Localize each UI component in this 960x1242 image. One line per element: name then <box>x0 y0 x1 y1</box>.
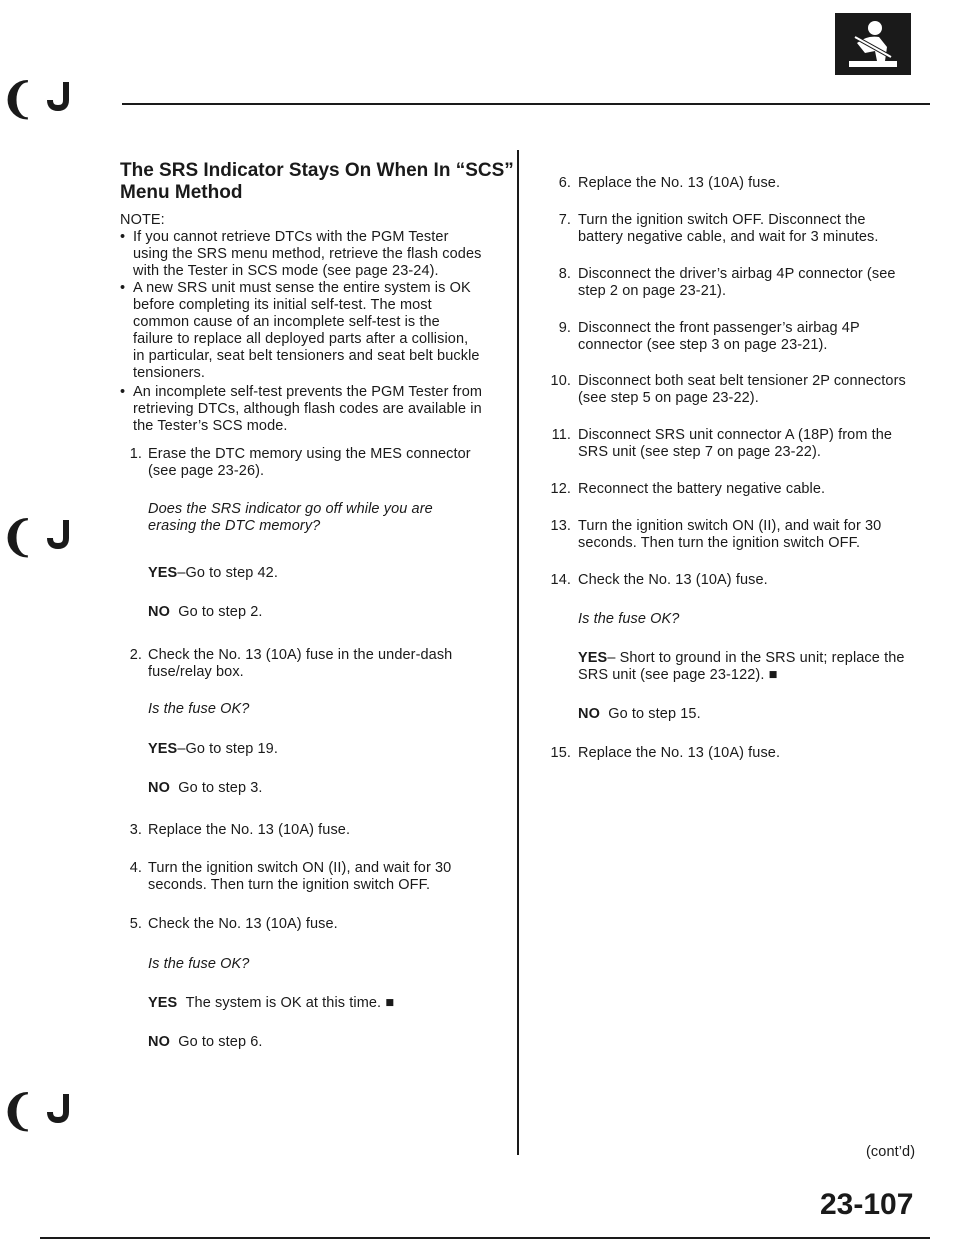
bullet: • <box>120 229 126 245</box>
yes-text-2: SRS unit (see page 23-122). <box>578 667 765 683</box>
step-number: 5. <box>129 916 142 932</box>
step-1-text <box>148 446 471 480</box>
step-number: 13. <box>550 518 571 534</box>
text-line: connector (see step 3 on page 23-21). <box>578 337 828 353</box>
text-line: Turn the ignition switch OFF. Disconnect the <box>578 212 866 228</box>
text-line: with the Tester in SCS mode (see page 23-24). <box>133 263 439 279</box>
step-4-text <box>148 860 451 894</box>
step-11-text <box>578 427 892 461</box>
step-14-yes <box>578 650 905 684</box>
page-number: 23-107 <box>820 1188 914 1221</box>
step-5-question: Is the fuse OK? <box>148 956 250 972</box>
footer-rule <box>40 1237 930 1239</box>
step-number: 15. <box>550 745 571 761</box>
yes-text: –Go to step 42. <box>177 565 278 581</box>
step-2-text <box>148 647 452 681</box>
step-5-text: Check the No. 13 (10A) fuse. <box>148 916 338 932</box>
text-line: fuse/relay box. <box>148 664 244 680</box>
text-line: Disconnect both seat belt tensioner 2P connectors <box>578 373 906 389</box>
text-line: An incomplete self-test prevents the PGM Tester from <box>133 384 483 400</box>
bullet: • <box>120 280 126 296</box>
hook-mark <box>44 78 72 112</box>
step-15-text: Replace the No. 13 (10A) fuse. <box>578 745 781 761</box>
text-line: Turn the ignition switch ON (II), and wait for 30 <box>148 860 452 876</box>
text-line: the Tester’s SCS mode. <box>133 418 288 434</box>
seat-belt-icon <box>835 13 911 75</box>
hook-mark <box>44 1090 72 1124</box>
end-mark-icon: ■ <box>385 995 395 1011</box>
text-line: failure to replace all deployed parts after a collision, <box>133 331 469 347</box>
text-line: (see page 23-26). <box>148 463 265 479</box>
step-number: 12. <box>550 481 571 497</box>
page-tab-mark: ❨ <box>0 513 36 560</box>
no-label: NO <box>148 780 170 796</box>
text-line: SRS unit (see step 7 on page 23-22). <box>578 444 821 460</box>
step-number: 10. <box>550 373 571 389</box>
text-line: step 2 on page 23-21). <box>578 283 727 299</box>
note-bullet-1 <box>133 229 513 280</box>
text-line: (see step 5 on page 23-22). <box>578 390 759 406</box>
step-10-text <box>578 373 906 407</box>
title-line-2: Menu Method <box>120 182 243 203</box>
step-14-text: Check the No. 13 (10A) fuse. <box>578 572 768 588</box>
text-line: Erase the DTC memory using the MES connector <box>148 446 471 462</box>
step-8-text <box>578 266 896 300</box>
step-number: 9. <box>558 320 571 336</box>
no-text: Go to step 2. <box>178 604 263 620</box>
text-line: tensioners. <box>133 365 206 381</box>
bullet: • <box>120 384 126 400</box>
step-2-question: Is the fuse OK? <box>148 701 250 717</box>
section-title <box>120 160 514 204</box>
title-line-1: The SRS Indicator Stays On When In “SCS” <box>120 160 514 181</box>
yes-label: YES <box>148 565 178 581</box>
page-tab-mark: ❨ <box>0 1087 36 1134</box>
step-number: 2. <box>129 647 142 663</box>
step-number: 6. <box>558 175 571 191</box>
note-label: NOTE: <box>120 212 165 228</box>
step-number: 4. <box>129 860 142 876</box>
column-divider <box>517 150 519 1155</box>
no-text: Go to step 15. <box>608 706 701 722</box>
step-number: 11. <box>551 427 571 443</box>
step-number: 14. <box>550 572 571 588</box>
text-line: using the SRS menu method, retrieve the flash codes <box>133 246 482 262</box>
step-13-text <box>578 518 881 552</box>
page-tab-mark: ❨ <box>0 75 36 122</box>
step-2-yes <box>148 741 278 758</box>
yes-label: YES <box>578 650 608 666</box>
step-7-text <box>578 212 879 246</box>
step-number: 8. <box>558 266 571 282</box>
yes-label: YES <box>148 741 178 757</box>
step-14-question: Is the fuse OK? <box>578 611 680 627</box>
note-bullet-2 <box>133 280 513 382</box>
yes-text: –Go to step 19. <box>177 741 278 757</box>
continued-label: (cont’d) <box>866 1144 916 1160</box>
step-6-text: Replace the No. 13 (10A) fuse. <box>578 175 781 191</box>
text-line: Check the No. 13 (10A) fuse in the under-dash <box>148 647 453 663</box>
text-line: seconds. Then turn the ignition switch OFF. <box>148 877 431 893</box>
step-1-yes <box>148 565 278 582</box>
no-label: NO <box>148 1034 170 1050</box>
yes-text: The system is OK at this time. <box>185 995 382 1011</box>
step-1-no <box>148 604 263 621</box>
text-line: retrieving DTCs, although flash codes are available in <box>133 401 482 417</box>
step-3-text: Replace the No. 13 (10A) fuse. <box>148 822 351 838</box>
text-line: in particular, seat belt tensioners and seat belt buckle <box>133 348 480 364</box>
step-number: 7. <box>558 212 571 228</box>
text-line: Disconnect the driver’s airbag 4P connector (see <box>578 266 896 282</box>
step-2-no <box>148 780 263 797</box>
text-line: Turn the ignition switch ON (II), and wait for 30 <box>578 518 882 534</box>
text-line: seconds. Then turn the ignition switch OFF. <box>578 535 861 551</box>
yes-label: YES <box>148 995 178 1011</box>
step-5-no <box>148 1034 263 1051</box>
step-9-text <box>578 320 860 354</box>
text-line: If you cannot retrieve DTCs with the PGM Tester <box>133 229 449 245</box>
text-line: Disconnect the front passenger’s airbag 4P <box>578 320 860 336</box>
text-line: A new SRS unit must sense the entire system is OK <box>133 280 471 296</box>
yes-text: – Short to ground in the SRS unit; replace the <box>607 650 905 666</box>
text-line: Disconnect SRS unit connector A (18P) from the <box>578 427 893 443</box>
end-mark-icon: ■ <box>768 667 778 683</box>
header-rule <box>122 103 930 105</box>
step-1-question <box>148 501 433 535</box>
step-number: 1. <box>129 446 142 462</box>
step-5-yes <box>148 995 394 1012</box>
hook-mark <box>44 516 72 550</box>
no-text: Go to step 6. <box>178 1034 263 1050</box>
no-text: Go to step 3. <box>178 780 263 796</box>
text-line: before completing its initial self-test. The most <box>133 297 432 313</box>
text-line: Does the SRS indicator go off while you are <box>148 501 433 517</box>
text-line: battery negative cable, and wait for 3 minutes. <box>578 229 879 245</box>
no-label: NO <box>148 604 170 620</box>
text-line: common cause of an incomplete self-test is the <box>133 314 440 330</box>
note-bullet-3 <box>133 384 518 435</box>
step-number: 3. <box>129 822 142 838</box>
no-label: NO <box>578 706 600 722</box>
text-line: erasing the DTC memory? <box>148 518 321 534</box>
step-12-text: Reconnect the battery negative cable. <box>578 481 826 497</box>
step-14-no <box>578 706 701 723</box>
